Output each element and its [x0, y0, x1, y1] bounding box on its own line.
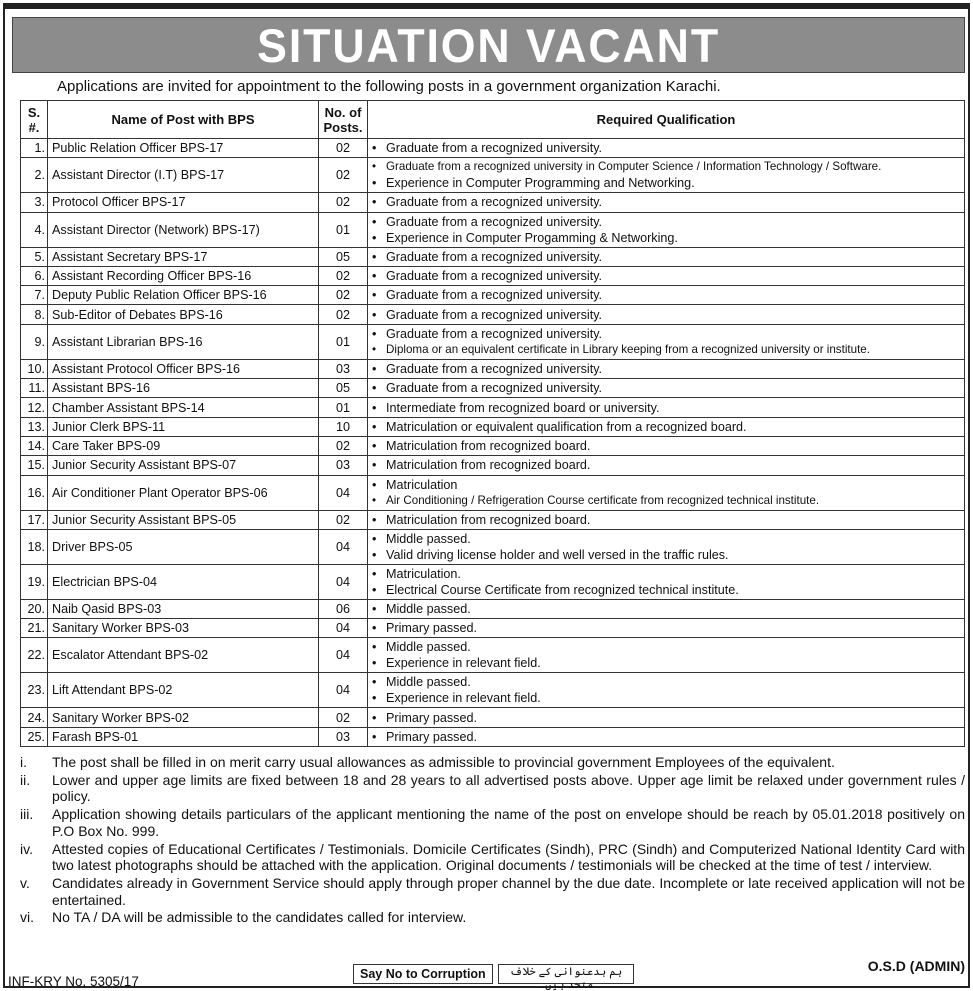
post-count: 02 — [319, 510, 368, 529]
qualification-item: • Air Conditioning / Refrigeration Course certificate from recognized technical institute. — [372, 493, 960, 509]
serial-number: 13. — [21, 417, 48, 436]
note-item — [20, 806, 965, 839]
qualification-item: • Graduate from a recognized university in Computer Science / Information Technology / Software. — [372, 159, 960, 175]
qualification-item: • Experience in relevant field. — [372, 655, 960, 671]
post-name: Assistant Secretary BPS-17 — [48, 247, 319, 266]
note-number: iv. — [20, 840, 33, 857]
post-name: Public Relation Officer BPS-17 — [48, 139, 319, 158]
qualification-cell — [368, 417, 965, 436]
post-count: 02 — [319, 305, 368, 324]
qualification-item: • Graduate from a recognized university. — [372, 326, 960, 342]
serial-number: 16. — [21, 475, 48, 510]
post-name: Assistant Librarian BPS-16 — [48, 324, 319, 359]
post-name: Chamber Assistant BPS-14 — [48, 398, 319, 417]
serial-number: 7. — [21, 286, 48, 305]
note-number: vi. — [20, 909, 34, 926]
qualification-cell — [368, 212, 965, 247]
qualification-item: • Matriculation — [372, 477, 960, 493]
title-banner — [12, 17, 965, 73]
serial-number: 3. — [21, 193, 48, 212]
header-name: Name of Post with BPS — [48, 101, 319, 139]
post-count: 02 — [319, 158, 368, 193]
post-count: 01 — [319, 398, 368, 417]
post-count: 02 — [319, 436, 368, 455]
qualification-item: • Middle passed. — [372, 639, 960, 655]
qualification-item: • Middle passed. — [372, 601, 960, 617]
serial-number: 25. — [21, 727, 48, 746]
post-name: Air Conditioner Plant Operator BPS-06 — [48, 475, 319, 510]
table-row — [21, 510, 965, 529]
qualification-cell — [368, 529, 965, 564]
qualification-item: • Matriculation from recognized board. — [372, 438, 960, 454]
post-count: 10 — [319, 417, 368, 436]
post-count: 02 — [319, 286, 368, 305]
serial-number: 18. — [21, 529, 48, 564]
serial-number: 2. — [21, 158, 48, 193]
post-count: 04 — [319, 638, 368, 673]
post-name: Junior Security Assistant BPS-05 — [48, 510, 319, 529]
note-text: Candidates already in Government Service should apply through proper channel by the due date. Incomplete or late received application will not be entertained. — [52, 874, 965, 908]
table-row — [21, 456, 965, 475]
serial-number: 22. — [21, 638, 48, 673]
qualification-cell — [368, 247, 965, 266]
qualification-cell — [368, 638, 965, 673]
post-count: 01 — [319, 212, 368, 247]
post-name: Assistant Recording Officer BPS-16 — [48, 266, 319, 285]
qualification-item: • Graduate from a recognized university. — [372, 140, 960, 156]
table-row — [21, 247, 965, 266]
post-count: 04 — [319, 529, 368, 564]
anti-corruption-slogan: Say No to Corruption — [353, 964, 493, 984]
note-item — [20, 841, 965, 874]
qualification-item: • Graduate from a recognized university. — [372, 380, 960, 396]
qualification-cell — [368, 708, 965, 727]
post-count: 04 — [319, 673, 368, 708]
qualification-cell — [368, 456, 965, 475]
table-row — [21, 212, 965, 247]
qualification-item: • Graduate from a recognized university. — [372, 214, 960, 230]
post-name: Sub-Editor of Debates BPS-16 — [48, 305, 319, 324]
table-row — [21, 727, 965, 746]
serial-number: 11. — [21, 379, 48, 398]
note-text: Application showing details particulars of the applicant mentioning the name of the post on envelope should be reach by 05.01.2018 positively on P.O Box No. 999. — [52, 806, 965, 839]
post-name: Deputy Public Relation Officer BPS-16 — [48, 286, 319, 305]
post-count: 04 — [319, 619, 368, 638]
serial-number: 15. — [21, 456, 48, 475]
table-row — [21, 398, 965, 417]
serial-number: 17. — [21, 510, 48, 529]
table-row — [21, 139, 965, 158]
serial-number: 5. — [21, 247, 48, 266]
page-title: SITUATION VACANT — [257, 18, 720, 72]
qualification-cell — [368, 398, 965, 417]
post-name: Naib Qasid BPS-03 — [48, 599, 319, 618]
qualification-cell — [368, 619, 965, 638]
qualification-item: • Experience in Computer Programming and Networking. — [372, 175, 960, 191]
serial-number: 12. — [21, 398, 48, 417]
table-row — [21, 417, 965, 436]
qualification-item: • Middle passed. — [372, 674, 960, 690]
qualification-item: • Diploma or an equivalent certificate in Library keeping from a recognized university or institute. — [372, 342, 960, 358]
qualification-item: • Matriculation from recognized board. — [372, 512, 960, 528]
post-name: Junior Clerk BPS-11 — [48, 417, 319, 436]
urdu-slogan: ہم بدعنوانی کے خلاف متحد ہیں۔ — [498, 964, 634, 984]
qualification-cell — [368, 286, 965, 305]
serial-number: 9. — [21, 324, 48, 359]
post-count: 03 — [319, 359, 368, 378]
qualification-item: • Valid driving license holder and well versed in the traffic rules. — [372, 547, 960, 563]
header-posts: No. of Posts. — [319, 101, 368, 139]
qualification-item: • Matriculation from recognized board. — [372, 457, 960, 473]
qualification-item: • Graduate from a recognized university. — [372, 194, 960, 210]
qualification-cell — [368, 379, 965, 398]
qualification-item: • Intermediate from recognized board or university. — [372, 400, 960, 416]
note-text: The post shall be filled in on merit carry usual allowances as admissible to provincial government Employees of the equivalent. — [52, 754, 835, 770]
table-row — [21, 286, 965, 305]
note-number: v. — [20, 874, 30, 891]
table-row — [21, 638, 965, 673]
serial-number: 10. — [21, 359, 48, 378]
qualification-cell — [368, 324, 965, 359]
post-name: Escalator Attendant BPS-02 — [48, 638, 319, 673]
qualification-item: • Graduate from a recognized university. — [372, 307, 960, 323]
serial-number: 4. — [21, 212, 48, 247]
post-count: 05 — [319, 379, 368, 398]
signatory: O.S.D (ADMIN) — [867, 958, 965, 974]
serial-number: 20. — [21, 599, 48, 618]
table-row — [21, 266, 965, 285]
qualification-cell — [368, 475, 965, 510]
note-number: iii. — [20, 806, 34, 823]
table-row — [21, 708, 965, 727]
post-name: Protocol Officer BPS-17 — [48, 193, 319, 212]
post-count: 04 — [319, 475, 368, 510]
post-count: 01 — [319, 324, 368, 359]
qualification-item: • Middle passed. — [372, 531, 960, 547]
note-item — [20, 754, 965, 771]
qualification-item: • Electrical Course Certificate from recognized technical institute. — [372, 582, 960, 598]
post-name: Care Taker BPS-09 — [48, 436, 319, 455]
post-count: 06 — [319, 599, 368, 618]
post-name: Sanitary Worker BPS-03 — [48, 619, 319, 638]
qualification-item: • Matriculation or equivalent qualification from a recognized board. — [372, 419, 960, 435]
qualification-cell — [368, 193, 965, 212]
note-text: Attested copies of Educational Certificates / Testimonials. Domicile Certificates (Sindh), PRC (Sindh) and Computerized National Identity Card with two latest photographs should be attached with the application. Original documents / testimonials will be checked at the time of test / interview. — [52, 840, 965, 874]
post-name: Lift Attendant BPS-02 — [48, 673, 319, 708]
post-count: 05 — [319, 247, 368, 266]
serial-number: 19. — [21, 564, 48, 599]
qualification-item: • Graduate from a recognized university. — [372, 287, 960, 303]
serial-number: 24. — [21, 708, 48, 727]
table-row — [21, 305, 965, 324]
qualification-item: • Experience in Computer Progamming & Networking. — [372, 230, 960, 246]
table-row — [21, 158, 965, 193]
qualification-item: • Graduate from a recognized university. — [372, 268, 960, 284]
post-count: 02 — [319, 139, 368, 158]
qualification-item: • Primary passed. — [372, 710, 960, 726]
serial-number: 21. — [21, 619, 48, 638]
post-count: 02 — [319, 266, 368, 285]
qualification-cell — [368, 436, 965, 455]
qualification-cell — [368, 305, 965, 324]
qualification-cell — [368, 510, 965, 529]
serial-number: 8. — [21, 305, 48, 324]
post-name: Assistant Protocol Officer BPS-16 — [48, 359, 319, 378]
post-count: 02 — [319, 193, 368, 212]
qualification-cell — [368, 564, 965, 599]
qualification-cell — [368, 158, 965, 193]
serial-number: 23. — [21, 673, 48, 708]
serial-number: 1. — [21, 139, 48, 158]
qualification-item: • Experience in relevant field. — [372, 690, 960, 706]
table-row — [21, 475, 965, 510]
intro-text: Applications are invited for appointment to the following posts in a government organization Karachi. — [57, 78, 721, 95]
note-text: Lower and upper age limits are fixed between 18 and 28 years to all advertised posts above. Upper age limit be relaxed under government rules / policy. — [52, 771, 965, 805]
serial-number: 6. — [21, 266, 48, 285]
posts-table — [20, 100, 965, 747]
post-name: Farash BPS-01 — [48, 727, 319, 746]
header-sn: S. #. — [21, 101, 48, 139]
qualification-item: • Primary passed. — [372, 729, 960, 745]
post-name: Assistant BPS-16 — [48, 379, 319, 398]
note-number: i. — [20, 754, 27, 770]
post-count: 04 — [319, 564, 368, 599]
note-item — [20, 875, 965, 908]
table-row — [21, 436, 965, 455]
table-row — [21, 599, 965, 618]
reference-number: INF-KRY No. 5305/17 — [8, 974, 139, 989]
qualification-cell — [368, 599, 965, 618]
qualification-cell — [368, 727, 965, 746]
post-count: 03 — [319, 456, 368, 475]
note-item — [20, 772, 965, 805]
qualification-item: • Matriculation. — [372, 566, 960, 582]
qualification-cell — [368, 673, 965, 708]
post-count: 02 — [319, 708, 368, 727]
qualification-item: • Primary passed. — [372, 620, 960, 636]
qualification-cell — [368, 359, 965, 378]
table-row — [21, 673, 965, 708]
post-name: Assistant Director (I.T) BPS-17 — [48, 158, 319, 193]
qualification-item: • Graduate from a recognized university. — [372, 361, 960, 377]
post-count: 03 — [319, 727, 368, 746]
qualification-item: • Graduate from a recognized university. — [372, 249, 960, 265]
serial-number: 14. — [21, 436, 48, 455]
note-number: ii. — [20, 771, 31, 788]
table-row — [21, 193, 965, 212]
header-qualification: Required Qualification — [368, 101, 965, 139]
qualification-cell — [368, 139, 965, 158]
table-row — [21, 324, 965, 359]
table-row — [21, 379, 965, 398]
table-row — [21, 359, 965, 378]
notes-list — [20, 754, 965, 927]
post-name: Junior Security Assistant BPS-07 — [48, 456, 319, 475]
table-row — [21, 564, 965, 599]
qualification-cell — [368, 266, 965, 285]
post-name: Sanitary Worker BPS-02 — [48, 708, 319, 727]
post-name: Assistant Director (Network) BPS-17) — [48, 212, 319, 247]
post-name: Driver BPS-05 — [48, 529, 319, 564]
note-text: No TA / DA will be admissible to the candidates called for interview. — [52, 909, 467, 926]
post-name: Electrician BPS-04 — [48, 564, 319, 599]
note-item — [20, 909, 965, 926]
table-row — [21, 529, 965, 564]
table-row — [21, 619, 965, 638]
